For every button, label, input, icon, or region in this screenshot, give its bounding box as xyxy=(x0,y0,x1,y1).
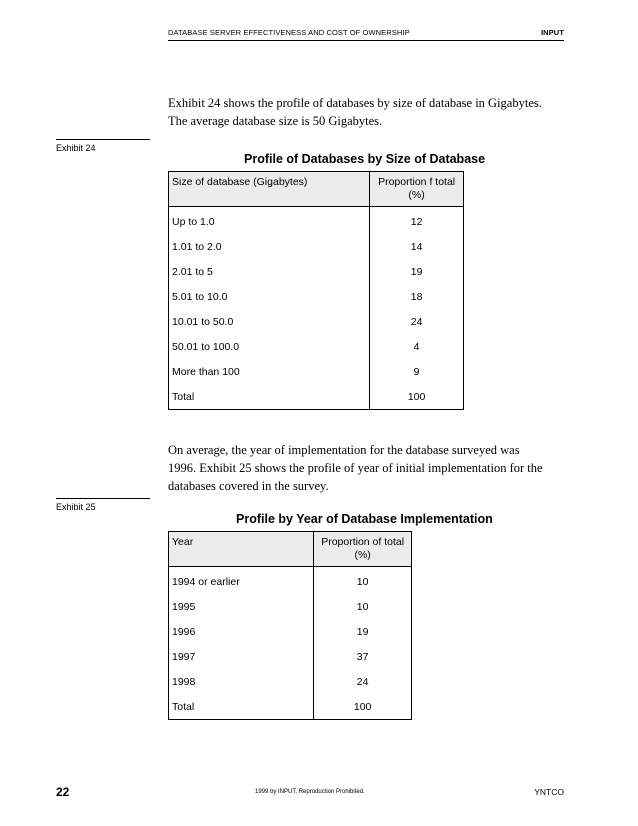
exhibit-24-rule xyxy=(56,139,150,140)
page-number: 22 xyxy=(56,785,70,799)
row-label-cell: 1996 xyxy=(169,619,314,644)
middle-paragraph xyxy=(168,441,568,495)
table-row xyxy=(169,619,412,644)
exhibit-24-table xyxy=(168,171,464,410)
row-value-cell: 100 xyxy=(314,694,412,720)
row-value-cell: 19 xyxy=(314,619,412,644)
table-row xyxy=(169,309,464,334)
table-row xyxy=(169,567,412,595)
exhibit-25-table xyxy=(168,531,412,720)
row-value-cell: 14 xyxy=(370,234,464,259)
table-row xyxy=(169,234,464,259)
row-label-cell: Up to 1.0 xyxy=(169,207,370,235)
row-value-cell: 24 xyxy=(314,669,412,694)
table-row xyxy=(169,359,464,384)
exhibit-25-title: Profile by Year of Database Implementation xyxy=(236,512,493,526)
table-row xyxy=(169,669,412,694)
table-row xyxy=(169,594,412,619)
row-value-cell: 10 xyxy=(314,594,412,619)
table-row xyxy=(169,334,464,359)
footer-code: YNTCO xyxy=(534,787,564,797)
exhibit-25-rule xyxy=(56,498,150,499)
row-value-cell: 100 xyxy=(370,384,464,410)
middle-line-2: 1996. Exhibit 25 shows the profile of year of initial implementation for the xyxy=(168,461,543,475)
exhibit-24-title: Profile of Databases by Size of Database xyxy=(244,152,486,166)
table-row xyxy=(169,259,464,284)
running-header xyxy=(168,28,564,41)
row-value-cell: 4 xyxy=(370,334,464,359)
header-brand: INPUT xyxy=(541,28,564,37)
table-row xyxy=(169,284,464,309)
column-header-text: Proportion of total (%) xyxy=(321,536,405,561)
exhibit-24-label: Exhibit 24 xyxy=(56,143,96,153)
column-header-text: Proportion f total (%) xyxy=(378,176,456,201)
row-label-cell: 1995 xyxy=(169,594,314,619)
table-row xyxy=(169,207,464,235)
row-value-cell: 24 xyxy=(370,309,464,334)
column-header: Size of database (Gigabytes) xyxy=(169,172,370,207)
row-value-cell: 9 xyxy=(370,359,464,384)
row-label-cell: 2.01 to 5 xyxy=(169,259,370,284)
row-label-cell: 1997 xyxy=(169,644,314,669)
row-value-cell: 37 xyxy=(314,644,412,669)
middle-line-3: databases covered in the survey. xyxy=(168,479,329,493)
row-value-cell: 10 xyxy=(314,567,412,595)
table-row xyxy=(169,694,412,720)
row-label-cell: Total xyxy=(169,694,314,720)
row-value-cell: 12 xyxy=(370,207,464,235)
row-label-cell: 1.01 to 2.0 xyxy=(169,234,370,259)
header-title: DATABASE SERVER EFFECTIVENESS AND COST OF OWNERSHIP xyxy=(168,28,410,37)
row-label-cell: More than 100 xyxy=(169,359,370,384)
row-label-cell: 10.01 to 50.0 xyxy=(169,309,370,334)
row-label-cell: 1994 or earlier xyxy=(169,567,314,595)
column-header xyxy=(370,172,464,207)
intro-line-1: Exhibit 24 shows the profile of databases by size of database in Gigabytes. xyxy=(168,96,542,110)
row-value-cell: 18 xyxy=(370,284,464,309)
row-value-cell: 19 xyxy=(370,259,464,284)
table-row xyxy=(169,644,412,669)
middle-line-1: On average, the year of implementation for the database surveyed was xyxy=(168,443,520,457)
intro-paragraph xyxy=(168,94,568,130)
row-label-cell: 50.01 to 100.0 xyxy=(169,334,370,359)
exhibit-25-label: Exhibit 25 xyxy=(56,502,96,512)
column-header xyxy=(314,532,412,567)
row-label-cell: Total xyxy=(169,384,370,410)
table-row xyxy=(169,384,464,410)
row-label-cell: 1998 xyxy=(169,669,314,694)
row-label-cell: 5.01 to 10.0 xyxy=(169,284,370,309)
copyright-notice: 1999 by INPUT. Reproduction Prohibited. xyxy=(255,789,365,795)
column-header: Year xyxy=(169,532,314,567)
intro-line-2: The average database size is 50 Gigabytes. xyxy=(168,114,383,128)
